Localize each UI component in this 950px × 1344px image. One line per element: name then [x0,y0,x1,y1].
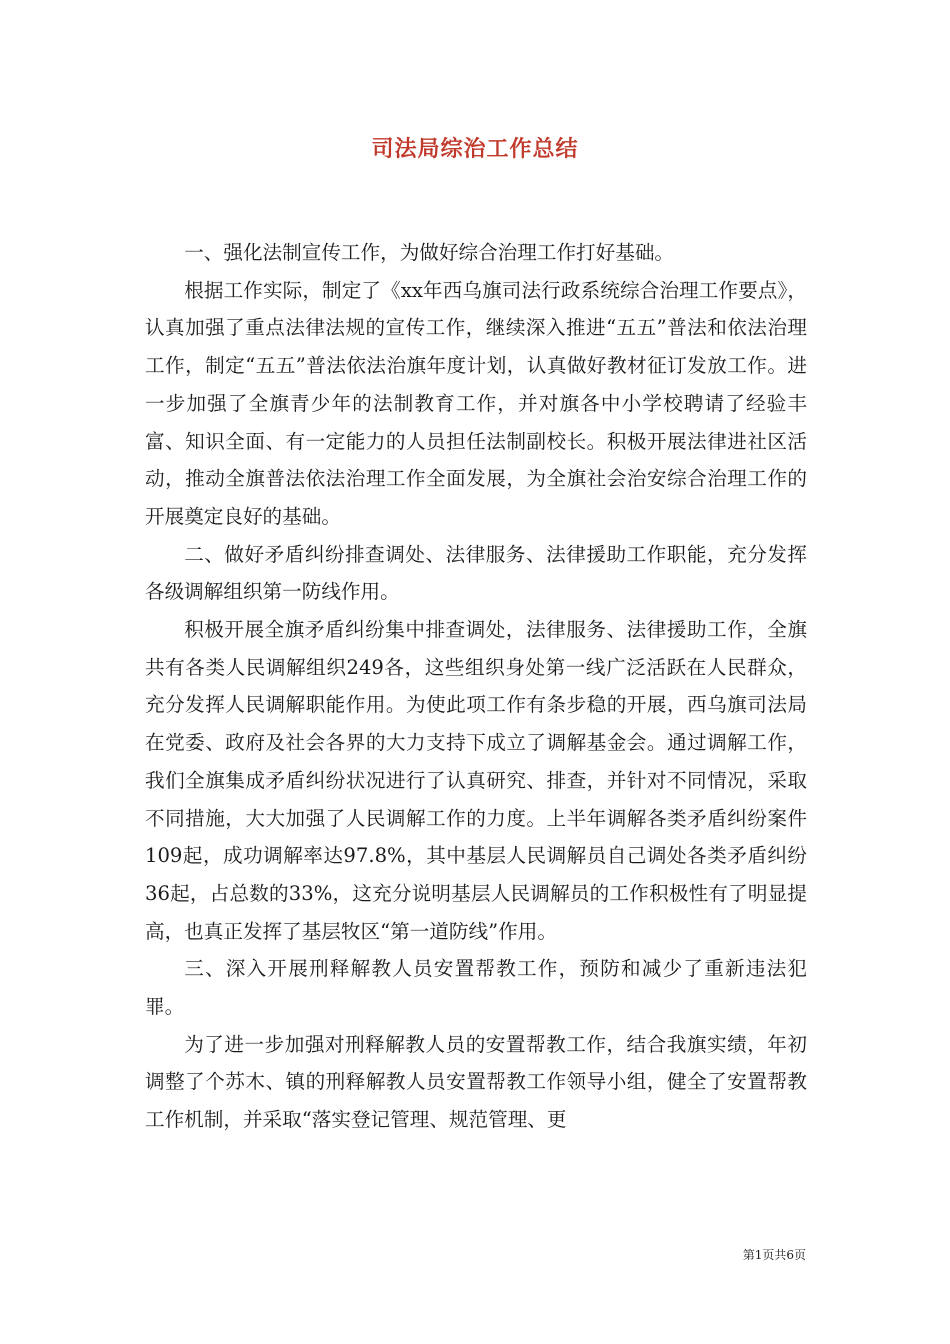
page-footer [743,1246,806,1263]
document-title: 司法局综治工作总结 [371,136,579,162]
section-heading-1: 一、强化法制宣传工作，为做好综合治理工作打好基础。 [184,241,675,264]
document-body [145,234,807,1139]
section-heading-3: 三、深入开展刑释解教人员安置帮教工作，预防和减少了重新违法犯罪。 [145,957,807,1019]
body-paragraph-3: 为了进一步加强对刑释解教人员的安置帮教工作，结合我旗实绩，年初调整了个苏木、镇的刑释解教人员安置帮教工作领导小组，健全了安置帮教工作机制，并采取“落实登记管理、规范管理、更 [145,1032,807,1132]
section-heading-2: 二、做好矛盾纠纷排查调处、法律服务、法律援助工作职能，充分发挥各级调解组织第一防线作用。 [145,542,807,604]
body-paragraph-2: 积极开展全旗矛盾纠纷集中排查调处，法律服务、法律援助工作，全旗共有各类人民调解组织249各，这些组织身处第一线广泛活跃在人民群众，充分发挥人民调解职能作用。为使此项工作有条步稳的开展，西乌旗司法局在党委、政府及社会各界的大力支持下成立了调解基金会。通过调解工作，我们全旗集成矛盾纠纷状况进行了认真研究、排查，并针对不同情况，采取不同措施，大大加强了人民调解工作的力度。上半年调解各类矛盾纠纷案件109起，成功调解率达97.8%，其中基层人民调解员自己调处各类矛盾纠纷36起，占总数的33%，这充分说明基层人民调解员的工作积极性有了明显提高，也真正发挥了基层牧区“第一道防线”作用。 [145,618,807,943]
page-number: 第1页共6页 [742,1248,806,1262]
body-paragraph-1: 根据工作实际，制定了《xx年西乌旗司法行政系统综合治理工作要点》，认真加强了重点法律法规的宣传工作，继续深入推进“五五”普法和依法治理工作，制定“五五”普法依法治旗年度计划，认真做好教材征订发放工作。进一步加强了全旗青少年的法制教育工作，并对旗各中小学校聘请了经验丰富、知识全面、有一定能力的人员担任法制副校长。积极开展法律进社区活动，推动全旗普法依法治理工作全面发展，为全旗社会治安综合治理工作的开展奠定良好的基础。 [145,278,807,528]
